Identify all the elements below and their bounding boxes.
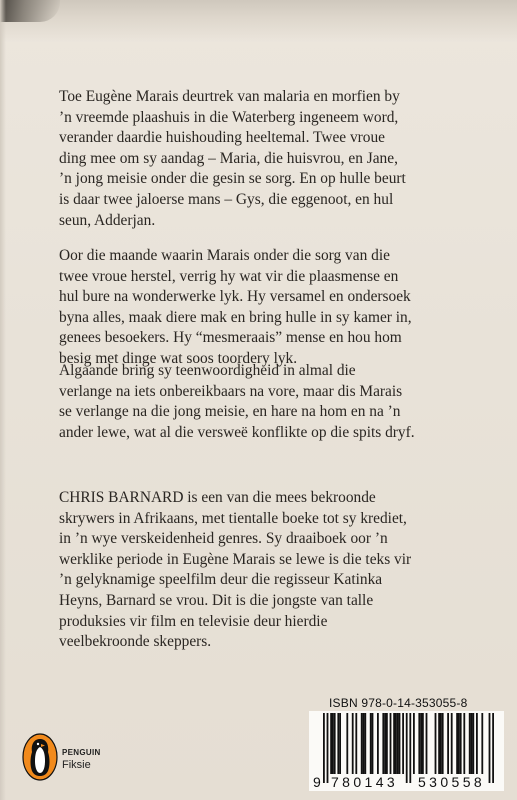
publisher-name: PENGUIN xyxy=(62,748,101,757)
bio-line: veelbekroonde skeppers. xyxy=(59,633,212,651)
blurb-line: ander lewe, wat al die versweë konflikte op die spits dryf. xyxy=(59,423,415,441)
barcode-bar xyxy=(352,713,354,774)
barcode-bar xyxy=(463,713,465,774)
bio-line: Heyns, Barnard se vrou. Dit is die jongste van talle xyxy=(59,591,374,609)
blurb-line: seun, Adderjan. xyxy=(59,211,156,229)
barcode-bar xyxy=(489,713,491,783)
barcode-bar xyxy=(332,713,334,774)
barcode-bar xyxy=(460,713,462,774)
penguin-logo-icon xyxy=(22,733,58,781)
bio-line: skrywers in Afrikaans, met tientalle boeke tot sy krediet, xyxy=(59,509,407,527)
barcode-bar xyxy=(393,713,395,774)
barcode-bar xyxy=(451,713,453,774)
barcode-bar xyxy=(472,713,474,774)
barcode-bar xyxy=(481,713,483,774)
isbn-label: ISBN 978-0-14-353055-8 xyxy=(329,696,468,710)
blurb-line: se verlange na die jong meisie, en hare na hom en na ’n xyxy=(59,403,401,421)
blurb-line: is daar twee jaloerse mans – Gys, die eggenoot, en hul xyxy=(59,190,394,208)
barcode-bar xyxy=(447,713,449,774)
barcode-bar xyxy=(492,713,494,783)
barcode-bar xyxy=(390,713,392,774)
barcode-bar xyxy=(426,713,428,774)
blurb-line: ’n jong meisie onder die gesin se sorg. En op hulle beurt xyxy=(59,170,406,188)
barcode-bar xyxy=(420,713,422,774)
blurb-paragraph-1 xyxy=(59,87,471,231)
cover-wear-left xyxy=(0,0,6,800)
barcode-bar xyxy=(372,713,374,774)
bio-line: ’n gelyknamige speelfilm deur die regisseur Katinka xyxy=(59,571,383,589)
bio-line: werklike periode in Eugène Marais se lewe is die teks vir xyxy=(59,550,412,568)
barcode-bar xyxy=(364,713,366,774)
barcode-digits-left: 780143 xyxy=(331,774,399,790)
barcode-bar xyxy=(435,713,437,774)
barcode xyxy=(309,711,504,791)
barcode-bar xyxy=(339,713,341,774)
author-bio xyxy=(59,488,471,653)
blurb-line: ding mee om sy aandag – Maria, die huisvrou, en Jane, xyxy=(59,149,398,167)
barcode-digit-first: 9 xyxy=(313,774,321,790)
cover-torn-corner xyxy=(0,0,60,22)
barcode-bar xyxy=(382,713,384,774)
barcode-bar xyxy=(386,713,388,774)
barcode-bar xyxy=(458,713,460,774)
blurb-line: besig met dinge wat soos toordery lyk. xyxy=(59,349,298,367)
barcode-bar xyxy=(456,713,458,774)
barcode-bar xyxy=(418,713,420,774)
barcode-bar xyxy=(355,713,357,774)
blurb-line: Algaande bring sy teenwoordigheid in almal die xyxy=(59,362,356,379)
barcode-bar xyxy=(422,713,424,774)
barcode-bar xyxy=(442,713,444,774)
blurb-line: Oor die maande waarin Marais onder die sorg van die xyxy=(59,247,390,264)
barcode-bar xyxy=(370,713,372,774)
bio-line: in ’n wye verskeidenheid genres. Sy draaiboek oor ’n xyxy=(59,530,388,548)
barcode-bar xyxy=(334,713,336,774)
barcode-digits-right: 530558 xyxy=(418,774,486,790)
barcode-bar xyxy=(361,713,363,774)
blurb-line: ’n vreemde plaashuis in die Waterberg ingeneem word, xyxy=(59,108,399,126)
blurb-line: hul bure na wonderwerke lyk. Hy versamel en ondersoek xyxy=(59,288,411,306)
barcode-bar xyxy=(399,713,401,774)
barcode-bar xyxy=(397,713,399,774)
barcode-bar xyxy=(395,713,397,774)
bio-line: produksies vir film en televisie deur hierdie xyxy=(59,612,328,630)
barcode-bar xyxy=(337,713,339,774)
blurb-line: byna alles, maak diere mak en bring hulle in sy kamer in, xyxy=(59,308,412,326)
barcode-bar xyxy=(363,713,365,774)
imprint-label: Fiksie xyxy=(62,759,91,771)
blurb-line: twee vroue herstel, verrig hy wat vir die plaasmense en xyxy=(59,267,399,285)
blurb-line: verlange na iets onbereikbaars na vore, maar dis Marais xyxy=(59,382,403,400)
barcode-bar xyxy=(438,713,440,774)
barcode-bar xyxy=(346,713,348,774)
blurb-paragraph-3 xyxy=(59,361,471,443)
blurb-paragraph-2 xyxy=(59,246,471,370)
cover-wear-top xyxy=(0,0,517,42)
barcode-bar xyxy=(323,713,325,783)
blurb-line: Toe Eugène Marais deurtrek van malaria en morfien by xyxy=(59,88,400,105)
barcode-bar xyxy=(327,713,329,783)
barcode-bar xyxy=(413,713,415,774)
barcode-bar xyxy=(440,713,442,774)
barcode-digits xyxy=(309,774,504,790)
blurb-line: genees besoekers. Hy “mesmeraais” mense en hou hom xyxy=(59,329,402,347)
barcode-bar xyxy=(476,713,478,774)
publisher-imprint xyxy=(62,748,101,771)
barcode-bar xyxy=(402,713,404,774)
bio-line: CHRIS BARNARD is een van die mees bekroonde xyxy=(59,489,376,506)
barcode-bar xyxy=(377,713,379,774)
blurb-line: verander daardie huishouding heeltemal. Twee vroue xyxy=(59,129,385,147)
barcode-bar xyxy=(330,713,332,774)
barcode-bar xyxy=(409,713,411,783)
barcode-bar xyxy=(406,713,408,783)
barcode-bar xyxy=(469,713,471,774)
barcode-bar xyxy=(384,713,386,774)
barcode-bar xyxy=(471,713,473,774)
